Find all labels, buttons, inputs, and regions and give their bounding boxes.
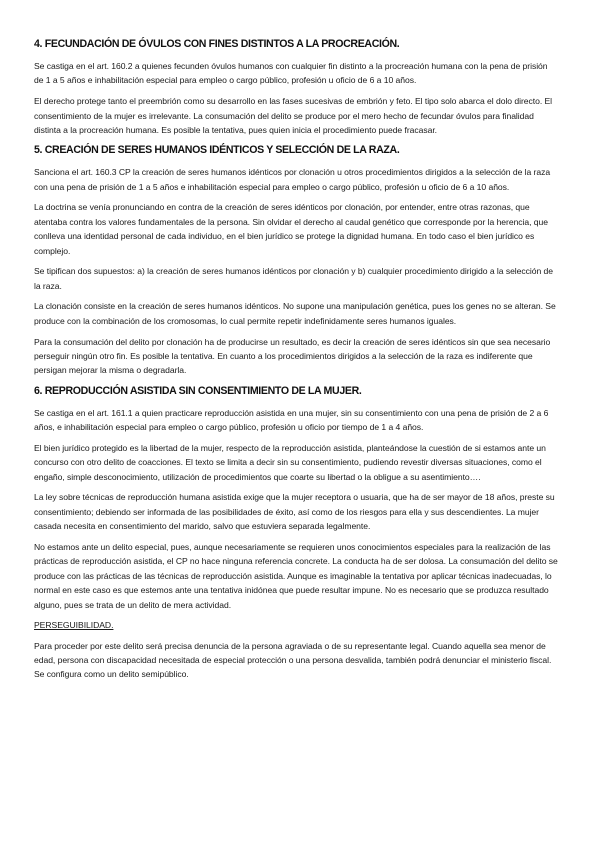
section-heading-6: 6. REPRODUCCIÓN ASISTIDA SIN CONSENTIMIENTO DE LA MUJER. (34, 384, 362, 397)
section-5-paragraph-1: Sanciona el art. 160.3 CP la creación de seres humanos idénticos por clonación u otros procedimientos dirigidos a la selección de la raza con una pena de prisión de 1 a 5 años e inhabilitación especial para empleo o cargo público, profesión u oficio de 6 a 10 años. (34, 167, 551, 192)
section-6-closing-paragraph: Para proceder por este delito será precisa denuncia de la persona agraviada o de su representante legal. Cuando aquella sea menor de edad, persona con discapacidad necesitada de especial protección o una persona desvalida, también podrá denunciar el ministerio fiscal. Se configura como un delito semipúblico. (34, 640, 552, 680)
section-6-paragraph-2: El bien jurídico protegido es la libertad de la mujer, respecto de la reproducción asistida, planteándose la cuestión de si estamos ante un concurso con otro delito de coacciones. El texto se limita a decir sin su consentimiento, pudiendo revestir diversas situaciones, como el engaño, simple desconocimiento, utilización de procedimientos que coarte su libertad o la obligue a su asentimiento…. (34, 442, 546, 482)
section-6-paragraph-1: Se castiga en el art. 161.1 a quien practicare reproducción asistida en una mujer, sin su consentimiento con una pena de prisión de 2 a 6 años, e inhabilitación especial para empleo o cargo público, profesión u oficio por tiempo de 1 a 4 años. (34, 407, 549, 433)
section-6-paragraph-3: La ley sobre técnicas de reproducción humana asistida exige que la mujer receptora o usuaria, que ha de ser mayor de 18 años, preste su consentimiento; debiendo ser informada de las posibilidades de éxito, así como de los riesgos para ella y sus descendientes. La mujer casada necesita en consentimiento del marido, salvo que estuviera separada legalmente. (34, 492, 555, 532)
section-6-paragraph-4: No estamos ante un delito especial, pues, aunque necesariamente se requieren unos conocimientos especiales para la realización de las prácticas de reproducción asistida, el CP no hace ninguna referencia concrete. La conducta ha de ser dolosa. La consumación del delito se produce con las prácticas de las técnicas de reproducción asistida. Aunque es imaginable la tentativa por aplicar técnicas inadecuadas, lo normal en este caso es que estemos ante una tentativa inidónea que puede resultar impune. No es necesario que se produzca resultado alguno, pues se trata de un delito de mera actividad. (34, 541, 558, 610)
section-5-paragraph-4: La clonación consiste en la creación de seres humanos idénticos. No supone una manipulación genética, pues los genes no se alteran. Se produce con la combinación de los cromosomas, lo cual permite repetir indefinidamente seres humanos iguales. (34, 301, 556, 326)
section-5-paragraph-5: Para la consumación del delito por clonación ha de producirse un resultado, es decir la creación de seres idénticos sin que sea necesario perseguir ningún otro fin. Es posible la tentativa. En cuanto a los procedimientos dirigidos a la selección de la raza es indiferente que persigan mejorar la misma o degradarla. (34, 336, 551, 376)
section-4-paragraph-1: Se castiga en el art. 160.2 a quienes fecunden óvulos humanos con cualquier fin distinto a la procreación humana con la pena de prisión de 1 a 5 años e inhabilitación especial para empleo o cargo público, profesión u oficio de 6 a 10 años. (34, 61, 548, 86)
section-4-paragraph-2: El derecho protege tanto el preembrión como su desarrollo en las fases sucesivas de embrión y feto. El tipo solo abarca el dolo directo. El consentimiento de la mujer es irrelevante. La consumación del delito se produce por el mero hecho de fecundar óvulos para finalidad distinta a la procreación humana. Es posible la tentativa, pues quien inicia el procedimiento puede fracasar. (34, 96, 553, 135)
section-heading-4: 4. FECUNDACIÓN DE ÓVULOS CON FINES DISTINTOS A LA PROCREACIÓN. (34, 38, 400, 50)
section-heading-5: 5. CREACIÓN DE SERES HUMANOS IDÉNTICOS Y SELECCIÓN DE LA RAZA. (34, 144, 400, 157)
section-5-paragraph-2: La doctrina se venía pronunciando en contra de la creación de seres idénticos por clonación, por entender, entre otras razonas, que atentaba contra los valores fundamentales de la persona. Sin olvidar el derecho al caudal genético que corresponde por la herencia, que conlleva una identidad personal de cada individuo, en el bien jurídico se protege la dignidad humana. En todo caso el bien jurídico es complejo. (34, 202, 548, 256)
perseguibilidad-subheading: PERSEGUIBILIDAD. (34, 620, 114, 631)
section-5-paragraph-3: Se tipifican dos supuestos: a) la creación de seres humanos idénticos por clonación y b) cualquier procedimiento dirigido a la selección de la raza. (34, 266, 553, 291)
